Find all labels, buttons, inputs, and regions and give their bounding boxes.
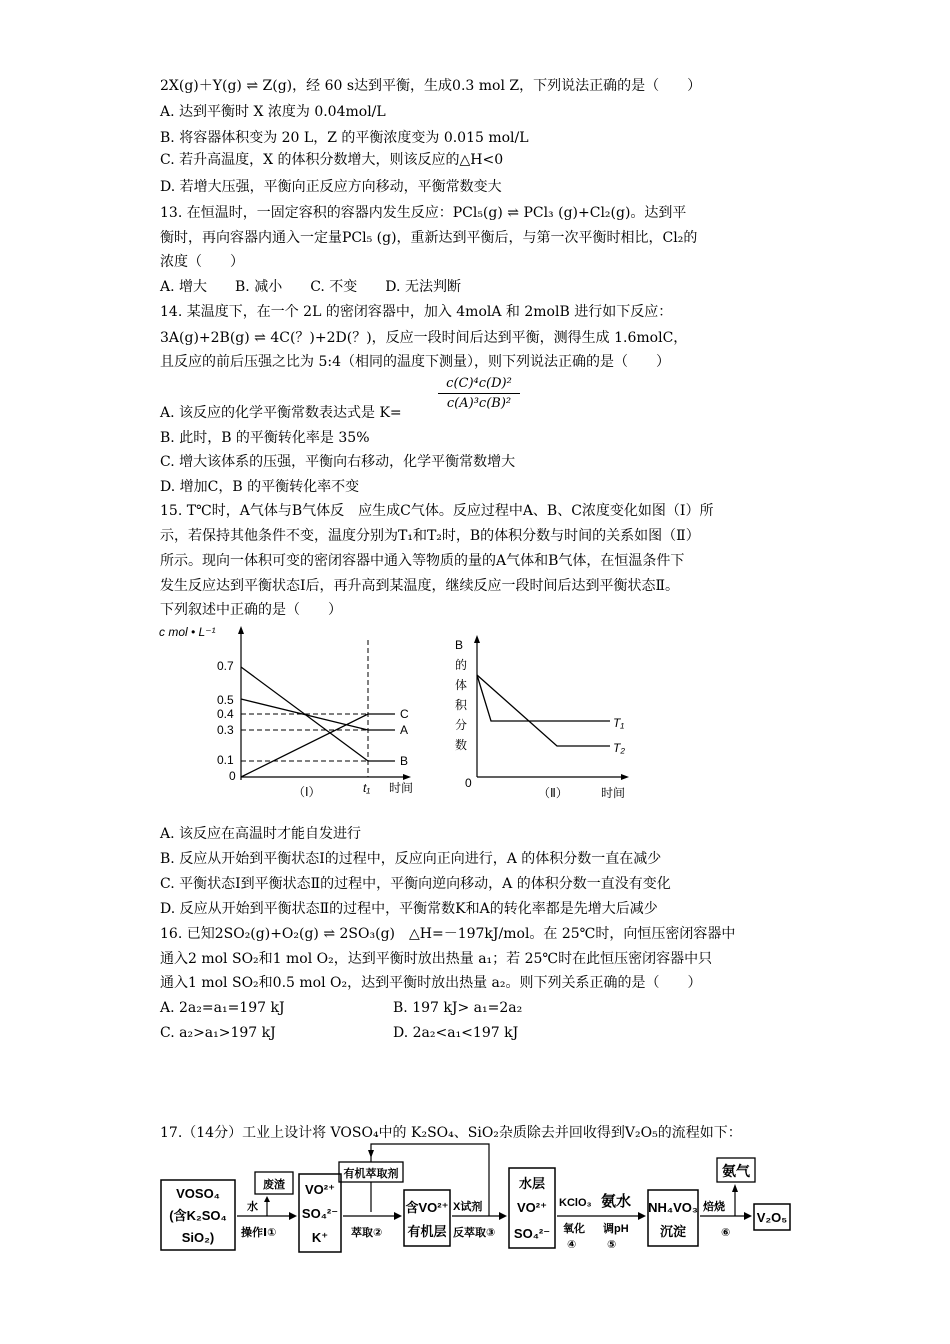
q13-line1: 13. 在恒温时，一固定容积的容器内发生反应：PCl₅(g) ⇌ PCl₃ (g)+Cl₂(g)。达到平 xyxy=(160,205,687,221)
graph1-x-arrow xyxy=(403,774,411,780)
q12-option-a: A. 达到平衡时 X 浓度为 0.04mol/L xyxy=(160,104,386,120)
step4-kclo3: KClO₃ xyxy=(559,1197,592,1209)
arrow-step5-head xyxy=(638,1212,646,1220)
step1-water: 水 xyxy=(247,1201,258,1213)
arrow-waste-head xyxy=(264,1196,270,1202)
label-B: B xyxy=(400,754,409,768)
graph1-ylabel: c mol • L⁻¹ xyxy=(159,625,216,639)
step5-number: ⑤ xyxy=(607,1239,617,1251)
q15-line5: 下列叙述中正确的是（ ） xyxy=(160,602,342,618)
graph2-y-arrow xyxy=(474,635,480,643)
curve-T1 xyxy=(477,675,610,721)
ytick-0.4: 0.4 xyxy=(217,707,234,721)
fraction-denominator: c(A)³c(B)² xyxy=(446,396,512,411)
box4-line2: VO²⁺ xyxy=(517,1200,547,1215)
graph-b-volume-fraction xyxy=(445,635,645,810)
label-A: A xyxy=(400,723,409,737)
graph2-ylabel-2: 体 xyxy=(455,678,468,692)
arrow-ammonia-gas-head xyxy=(732,1184,738,1192)
q13-line2: 衡时，再向容器内通入一定量PCl₅ (g)，重新达到平衡后，与第一次平衡时相比，Cl₂的 xyxy=(160,230,698,246)
q16-option-a: A. 2a₂=a₁=197 kJ xyxy=(160,1000,285,1016)
step3-reagent: X试剂 xyxy=(453,1201,483,1213)
q15-line3: 所示。现向一体积可变的密闭容器中通入等物质的量的A气体和B气体，在恒温条件下 xyxy=(160,553,685,569)
graph2-ylabel-0: B xyxy=(455,638,464,652)
recycle-arrow-head xyxy=(368,1150,374,1158)
q14-option-b: B. 此时，B 的平衡转化率是 35% xyxy=(160,430,370,446)
step4-oxidation: 氧化 xyxy=(563,1223,585,1235)
q15-option-a: A. 该反应在高温时才能自发进行 xyxy=(160,826,362,842)
process-flow-diagram xyxy=(155,1138,795,1256)
q14-option-a: A. 该反应的化学平衡常数表达式是 K= xyxy=(160,405,402,421)
step1-operation: 操作Ⅰ① xyxy=(241,1227,277,1239)
graph2-ylabel-3: 积 xyxy=(455,698,468,712)
q15-line1: 15. T℃时，A气体与B气体反 应生成C气体。反应过程中A、B、C浓度变化如图（Ⅰ）所 xyxy=(160,503,714,519)
box4-line1: 水层 xyxy=(518,1176,546,1191)
box5-line1: NH₄VO₃ xyxy=(648,1200,698,1215)
label-T2: T₂ xyxy=(613,741,625,755)
organic-extractant-label: 有机萃取剂 xyxy=(343,1168,399,1180)
box1-line3: SiO₂) xyxy=(181,1230,215,1245)
q15-line4: 发生反应达到平衡状态Ⅰ后，再升高到某温度，继续反应一段时间后达到平衡状态Ⅱ。 xyxy=(160,578,680,594)
product-label: V₂O₅ xyxy=(756,1210,788,1225)
ytick-0.7: 0.7 xyxy=(217,659,234,673)
q17-stem: 17.（14分）工业上设计将 VOSO₄中的 K₂SO₄、SiO₂杂质除去并回收得到V₂O₅的流程如下： xyxy=(160,1125,742,1141)
step3-back-extraction: 反萃取③ xyxy=(453,1227,496,1239)
q15-line2: 示，若保持其他条件不变，温度分别为T₁和T₂时，B的体积分数与时间的关系如图（Ⅱ） xyxy=(160,528,700,544)
q14-line2: 3A(g)+2B(g) ⇌ 4C(？)+2D(？)，反应一段时间后达到平衡，测得生成 1.6molC， xyxy=(160,330,688,346)
q14-option-c: C. 增大该体系的压强，平衡向右移动，化学平衡常数增大 xyxy=(160,454,516,470)
box2-line2: SO₄²⁻ xyxy=(301,1206,339,1221)
q13-options: A. 增大 B. 减小 C. 不变 D. 无法判断 xyxy=(160,279,461,295)
graph2-x-arrow xyxy=(621,774,629,780)
arrow-step1-head xyxy=(289,1212,297,1220)
arrow-step2-head xyxy=(394,1212,402,1220)
graph2-origin: 0 xyxy=(465,776,472,790)
ytick-0.3: 0.3 xyxy=(217,723,234,737)
q12-option-c: C. 若升高温度，X 的体积分数增大，则该反应的△H<0 xyxy=(160,152,504,168)
graph2-xlabel: 时间 xyxy=(601,786,626,800)
step4-number: ④ xyxy=(567,1239,577,1251)
step6-number: ⑥ xyxy=(721,1227,731,1239)
ammonia-gas-label: 氨气 xyxy=(722,1163,750,1179)
graph-concentration-vs-time xyxy=(155,620,435,810)
step2-extraction: 萃取② xyxy=(351,1227,383,1239)
box1-line2: (含K₂SO₄ xyxy=(169,1208,227,1223)
q15-option-d: D. 反应从开始到平衡状态Ⅱ的过程中，平衡常数K和A的转化率都是先增大后减少 xyxy=(160,901,658,917)
q14-line1: 14. 某温度下，在一个 2L 的密闭容器中，加入 4molA 和 2molB 进行如下反应： xyxy=(160,304,673,320)
step5-ammonia-water: 氨水 xyxy=(601,1193,632,1210)
waste-label: 废渣 xyxy=(263,1179,285,1191)
box2-line3: K⁺ xyxy=(311,1230,329,1245)
q12-option-b: B. 将容器体积变为 20 L，Z 的平衡浓度变为 0.015 mol/L xyxy=(160,130,529,146)
q14-line3: 且反应的前后压强之比为 5:4（相同的温度下测量），则下列说法正确的是（ ） xyxy=(160,354,670,370)
q12-stem: 2X(g)＋Y(g) ⇌ Z(g)，经 60 s达到平衡，生成0.3 mol Z，下列说法正确的是（ ） xyxy=(160,78,702,94)
box3-line1: 含VO²⁺ xyxy=(405,1200,449,1215)
q16-line3: 通入1 mol SO₂和0.5 mol O₂，达到平衡时放出热量 a₂。则下列关系正确的是（ ） xyxy=(160,975,702,991)
q14-option-d: D. 增加C，B 的平衡转化率不变 xyxy=(160,479,360,495)
q15-option-b: B. 反应从开始到平衡状态Ⅰ的过程中，反应向正向进行，A 的体积分数一直在减少 xyxy=(160,851,662,867)
graph2-caption: （Ⅱ） xyxy=(538,786,568,800)
ytick-0: 0 xyxy=(229,769,236,783)
q15-option-c: C. 平衡状态Ⅰ到平衡状态Ⅱ的过程中，平衡向逆向移动，A 的体积分数一直没有变化 xyxy=(160,876,671,892)
box1-line1: VOSO₄ xyxy=(176,1186,220,1201)
graph1-xlabel: 时间 xyxy=(389,781,414,795)
q13-line3: 浓度（ ） xyxy=(160,254,244,270)
q12-option-d: D. 若增大压强，平衡向正反应方向移动，平衡常数变大 xyxy=(160,179,502,195)
label-T1: T₁ xyxy=(613,716,625,730)
q16-option-c: C. a₂>a₁>197 kJ xyxy=(160,1025,276,1041)
graph2-ylabel-4: 分 xyxy=(455,718,468,732)
graph1-y-arrow xyxy=(238,626,244,634)
fraction-numerator: c(C)⁴c(D)² xyxy=(438,376,520,394)
box5-line2: 沉淀 xyxy=(659,1224,687,1239)
graph2-ylabel-5: 数 xyxy=(455,738,468,752)
equilibrium-constant-fraction xyxy=(438,376,520,411)
box3-line2: 有机层 xyxy=(407,1224,447,1239)
ytick-0.5: 0.5 xyxy=(217,693,234,707)
ytick-0.1: 0.1 xyxy=(217,753,234,767)
step5-adjust-ph: 调pH xyxy=(603,1223,629,1235)
box4-line3: SO₄²⁻ xyxy=(513,1226,551,1241)
t1-label: t₁ xyxy=(363,781,371,795)
q16-option-d: D. 2a₂<a₁<197 kJ xyxy=(393,1025,519,1041)
graph1-caption: （Ⅰ） xyxy=(293,785,321,799)
curve-T2 xyxy=(477,675,610,746)
step6-roasting: 焙烧 xyxy=(703,1201,725,1213)
box2-line1: VO²⁺ xyxy=(305,1182,335,1197)
label-C: C xyxy=(400,707,409,721)
q16-line2: 通入2 mol SO₂和1 mol O₂，达到平衡时放出热量 a₁；若 25℃时在此恒压密闭容器中只 xyxy=(160,951,713,967)
arrow-step3-head xyxy=(499,1212,507,1220)
arrow-step6-head xyxy=(744,1212,752,1220)
q16-line1: 16. 已知2SO₂(g)+O₂(g) ⇌ 2SO₃(g) △H=－197kJ/mol。在 25℃时，向恒压密闭容器中 xyxy=(160,926,736,942)
q16-option-b: B. 197 kJ> a₁=2a₂ xyxy=(393,1000,523,1016)
graph2-ylabel-1: 的 xyxy=(455,658,468,672)
